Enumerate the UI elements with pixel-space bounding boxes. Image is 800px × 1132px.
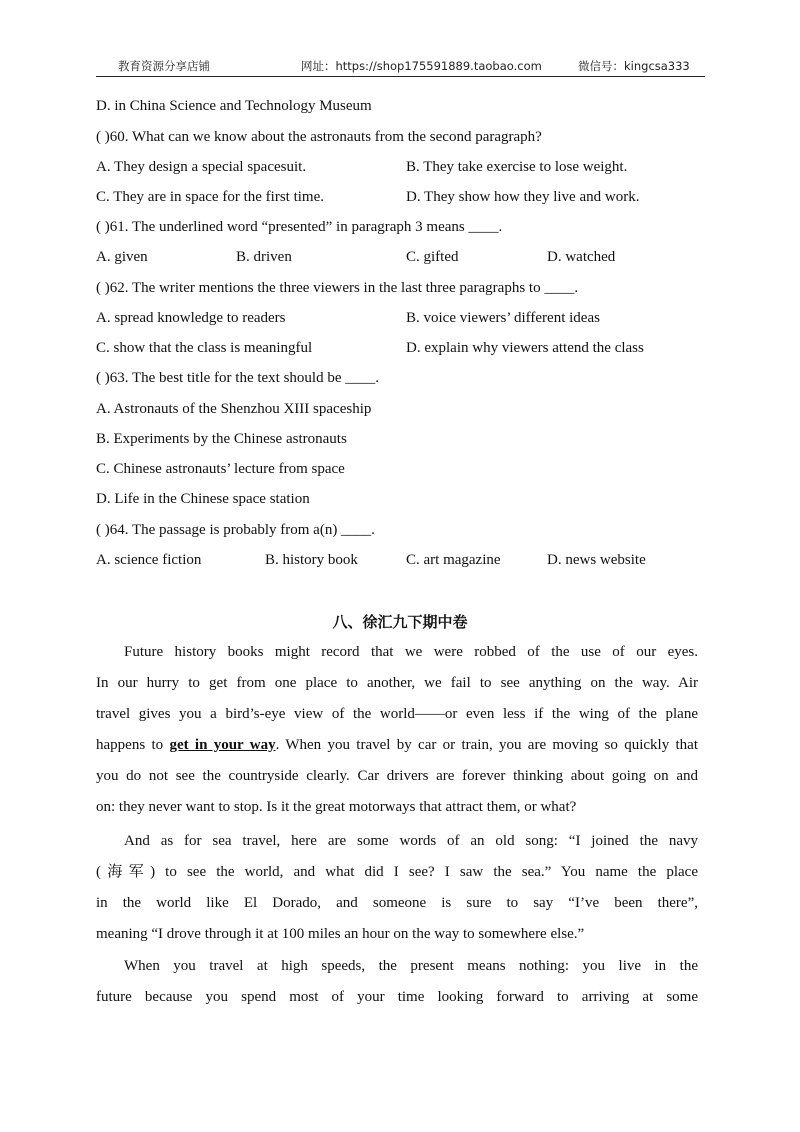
q60-option-d: D. They show how they live and work. [406, 189, 640, 205]
paragraph-line: you do not see the countryside clearly. Car drivers are forever thinking about going on and [96, 768, 698, 784]
q64-option-a: A. science fiction [96, 552, 202, 568]
q63-option-d: D. Life in the Chinese space station [96, 491, 310, 507]
paragraph-line: Future history books might record that we were robbed of the use of our eyes. [124, 644, 698, 660]
q61-stem: ( )61. The underlined word “presented” in paragraph 3 means ____. [96, 219, 503, 235]
q62-option-d: D. explain why viewers attend the class [406, 340, 644, 356]
q62-stem: ( )62. The writer mentions the three viewers in the last three paragraphs to ____. [96, 280, 579, 296]
q62-option-c: C. show that the class is meaningful [96, 340, 313, 356]
q64-stem: ( )64. The passage is probably from a(n) ____. [96, 522, 375, 538]
line-text: happens to [96, 737, 170, 753]
section-title: 八、徐汇九下期中卷 [332, 613, 468, 631]
q60-stem: ( )60. What can we know about the astronauts from the second paragraph? [96, 129, 542, 145]
paragraph-line: When you travel at high speeds, the present means nothing: you live in the [124, 958, 698, 974]
header-shop-name: 教育资源分享店铺 [118, 59, 210, 73]
line-text: . When you travel by car or train, you are moving so quickly that [275, 737, 698, 753]
q61-option-a: A. given [96, 249, 148, 265]
passage-paragraph-3 [96, 956, 698, 1018]
paragraph-line: travel gives you a bird’s-eye view of the world——or even less if the wing of the plane [96, 706, 698, 722]
paragraph-line: And as for sea travel, here are some words of an old song: “I joined the navy [124, 833, 698, 849]
header-wechat: 微信号：kingcsa333 [578, 59, 690, 73]
paragraph-line: meaning “I drove through it at 100 miles an hour on the way to somewhere else.” [96, 926, 585, 942]
q64-option-d: D. news website [547, 552, 646, 568]
q63-stem: ( )63. The best title for the text should be ____. [96, 370, 380, 386]
q60-option-c: C. They are in space for the first time. [96, 189, 324, 205]
q64-option-b: B. history book [265, 552, 358, 568]
q64-option-c: C. art magazine [406, 552, 501, 568]
underlined-phrase: get in your way [169, 737, 276, 753]
q60-option-a: A. They design a special spacesuit. [96, 159, 307, 175]
paragraph-line: on: they never want to stop. Is it the great motorways that attract them, or what? [96, 799, 577, 815]
header-url: 网址：https://shop175591889.taobao.com [301, 59, 542, 73]
q63-option-b: B. Experiments by the Chinese astronauts [96, 431, 347, 447]
q61-option-b: B. driven [236, 249, 292, 265]
paragraph-line: in the world like El Dorado, and someone is sure to say “I’ve been there”, [96, 895, 698, 911]
paragraph-line: (海军) to see the world, and what did I see? I saw the sea.” You name the place [96, 864, 698, 880]
q62-option-a: A. spread knowledge to readers [96, 310, 286, 326]
page-header [96, 56, 705, 77]
passage-paragraph-2 [96, 831, 698, 955]
q62-option-b: B. voice viewers’ different ideas [406, 310, 600, 326]
passage-paragraph-1 [96, 642, 698, 828]
q61-option-d: D. watched [547, 249, 616, 265]
paragraph-line: future because you spend most of your time looking forward to arriving at some [96, 989, 698, 1005]
q63-option-a: A. Astronauts of the Shenzhou XIII spaceship [96, 401, 372, 417]
q59-option-d: D. in China Science and Technology Museum [96, 98, 372, 114]
q61-option-c: C. gifted [406, 249, 459, 265]
q63-option-c: C. Chinese astronauts’ lecture from space [96, 461, 345, 477]
paragraph-line: In our hurry to get from one place to another, we fail to see anything on the way. Air [96, 675, 698, 691]
paragraph-line [96, 735, 698, 766]
q60-option-b: B. They take exercise to lose weight. [406, 159, 628, 175]
